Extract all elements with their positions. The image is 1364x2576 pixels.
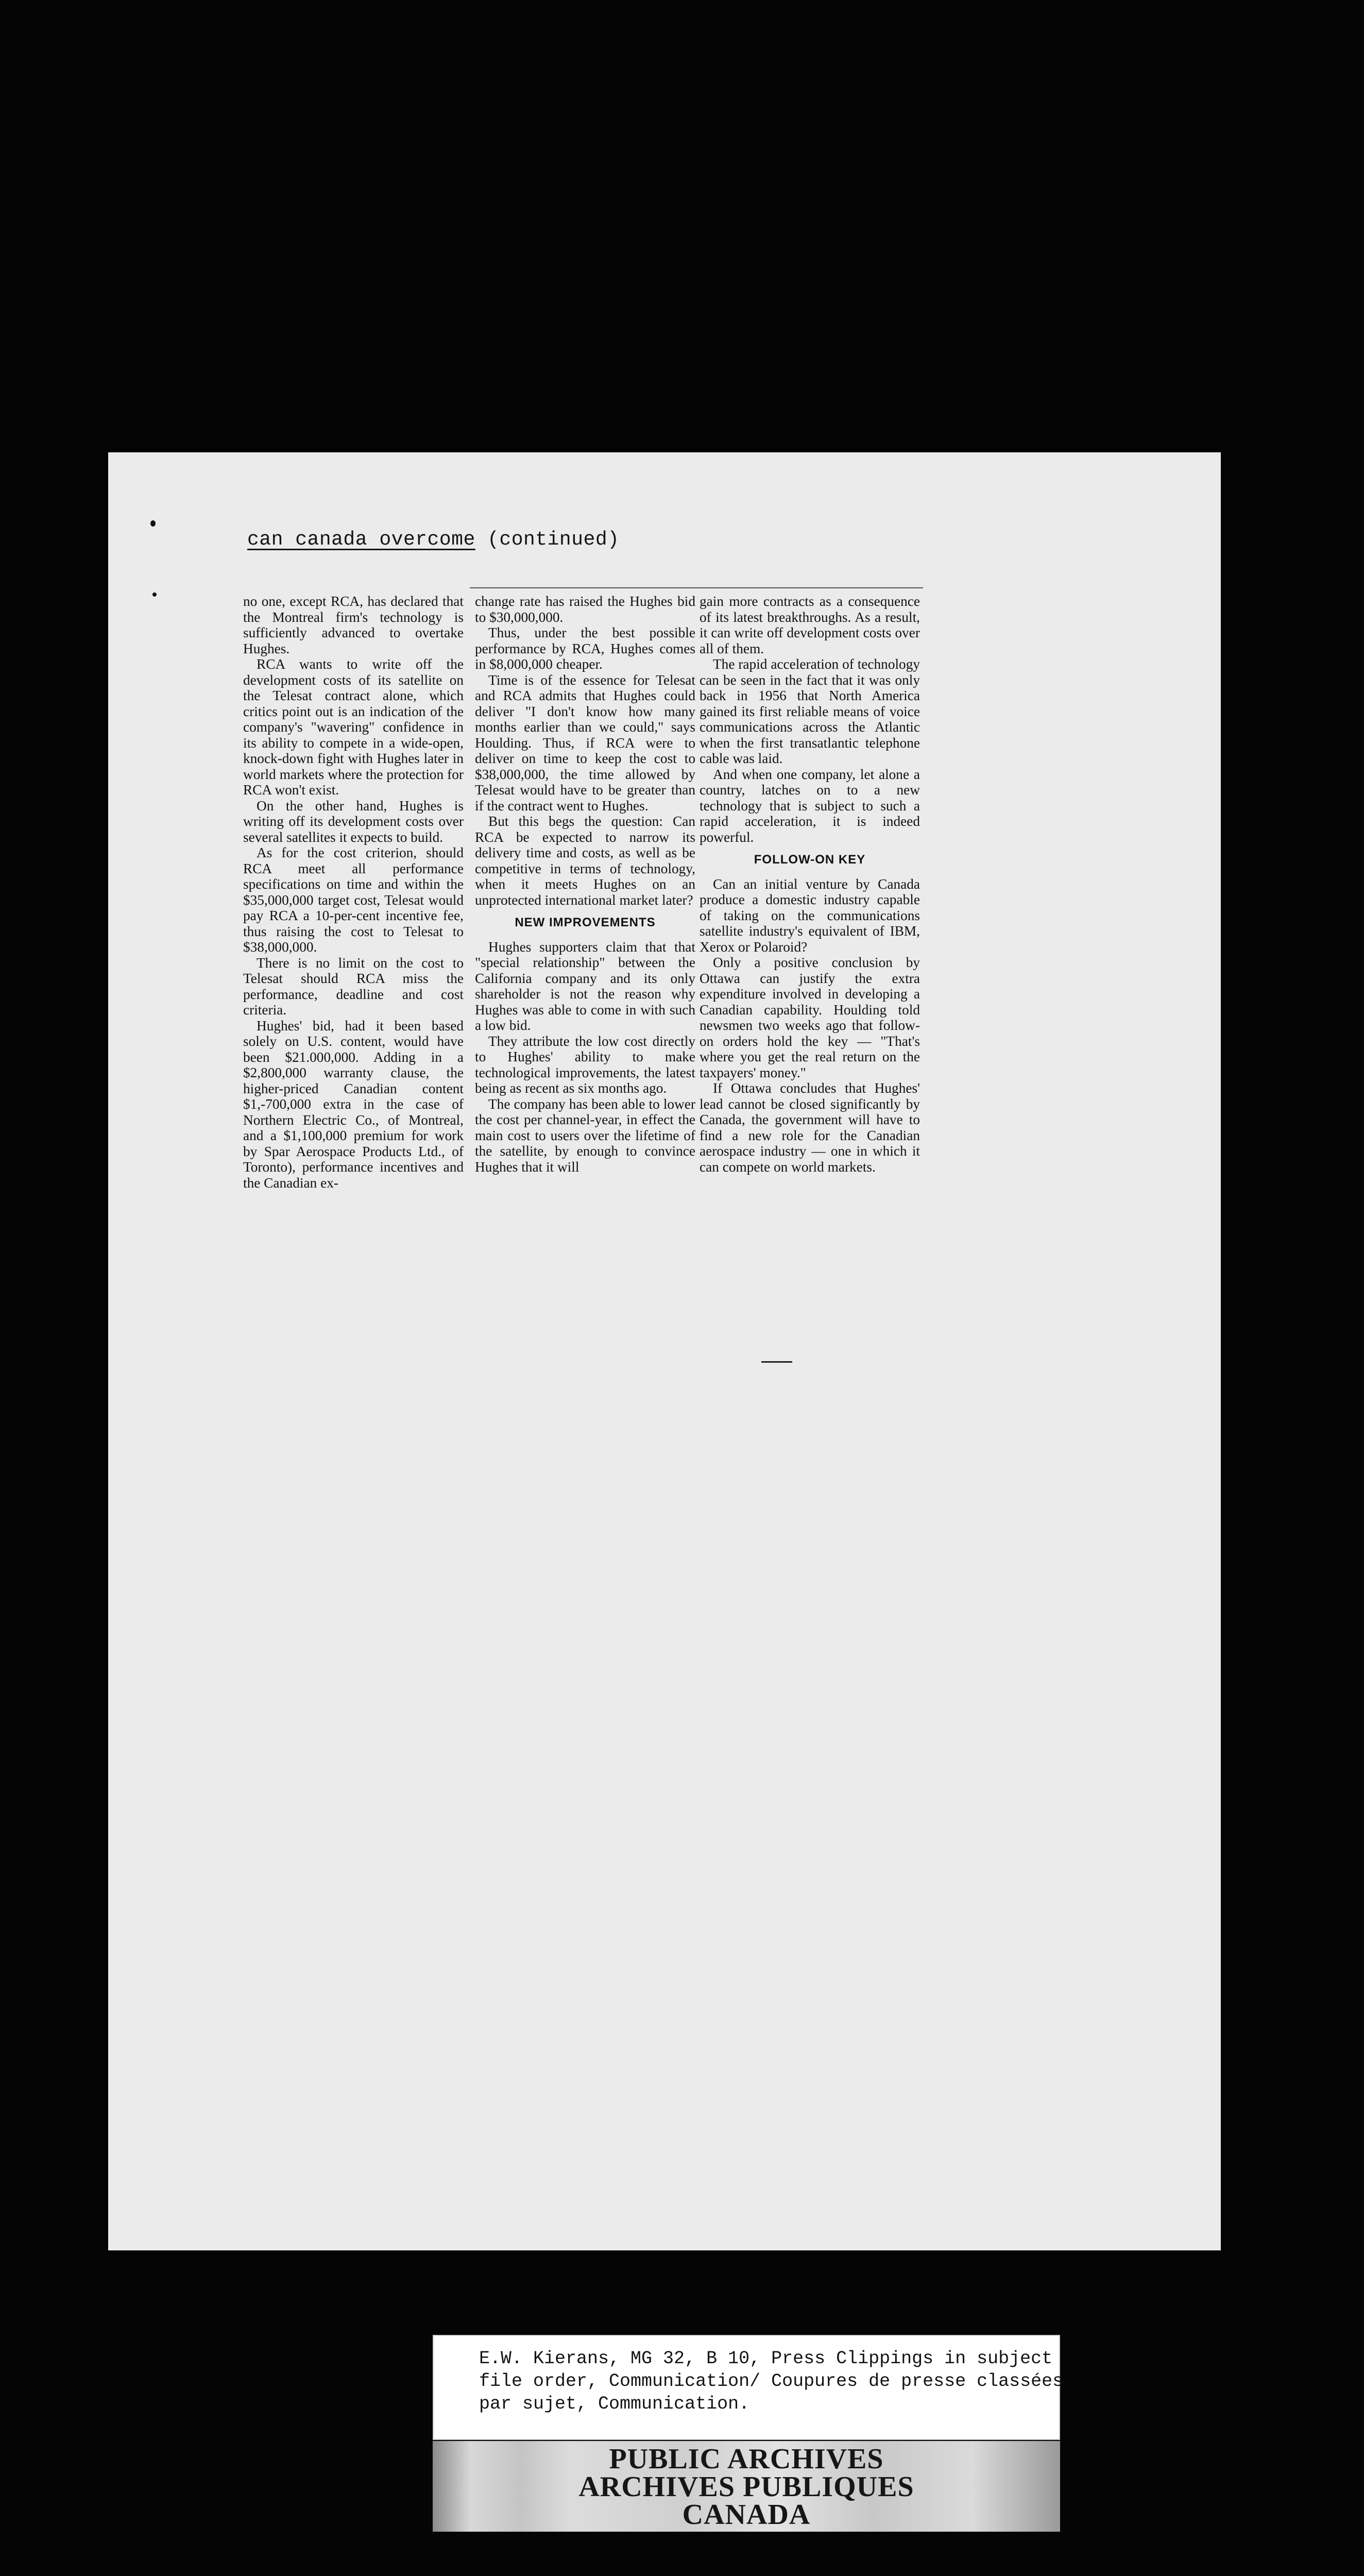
article-paragraph: Only a positive conclusion by Ottawa can justify the extra expenditure involved in developing a Canadian capability. Houlding told newsmen two weeks ago that follow-on orders hold the key — "That's where you get the real return on the taxpayers' money." — [700, 955, 920, 1080]
stamp-line: PUBLIC ARCHIVES — [609, 2443, 884, 2475]
clipping-page — [108, 452, 1221, 2250]
article-paragraph: no one, except RCA, has declared that the Montreal firm's technology is sufficiently advanced to overtake Hughes. — [243, 594, 464, 656]
article-paragraph: RCA wants to write off the development costs of its satellite on the Telesat contract alone, which critics point out is an indication of the company's "wavering" confidence in its ability to compete in a wide-open, knock-down fight with Hughes later in world markets where the protection for RCA won't exist. — [243, 656, 464, 798]
punch-mark — [152, 592, 157, 597]
caption-line: par sujet, Communication. — [479, 2394, 750, 2414]
article-column-2 — [475, 594, 695, 1175]
article-paragraph: Time is of the essence for Telesat and RCA admits that Hughes could deliver "I don't know how many months earlier than we could," says Houlding. Thus, if RCA were to deliver on time to keep the cost to $38,000,000, the time allowed by Telesat would have to be greater than if the contract went to Hughes. — [475, 672, 695, 814]
article-paragraph: They attribute the low cost directly to Hughes' ability to make technological improvements, the latest being as recent as six months ago. — [475, 1033, 695, 1096]
end-rule — [761, 1361, 792, 1363]
section-heading: NEW IMPROVEMENTS — [515, 916, 656, 929]
article-paragraph: On the other hand, Hughes is writing off its development costs over several satellites it expects to build. — [243, 798, 464, 845]
article-paragraph: change rate has raised the Hughes bid to $30,000,000. — [475, 594, 695, 625]
article-paragraph: As for the cost criterion, should RCA meet all performance specifications on time and within the $35,000,000 target cost, Telesat would pay RCA a 10-per-cent incentive fee, thus raising the cost to Telesat to $38,000,000. — [243, 845, 464, 955]
caption-line: file order, Communication/ Coupures de presse classées — [479, 2371, 1064, 2392]
article-paragraph: There is no limit on the cost to Telesat should RCA miss the performance, deadline and cost criteria. — [243, 955, 464, 1018]
stamp-line: CANADA — [682, 2499, 811, 2531]
article-column-1 — [243, 594, 464, 1191]
headline-continued: (continued) — [475, 529, 620, 551]
article-column-3 — [700, 594, 920, 1175]
article-paragraph: But this begs the question: Can RCA be expected to narrow its delivery time and costs, as well as be competitive in terms of technology, when it meets Hughes on an unprotected international market later? — [475, 814, 695, 908]
article-paragraph: Thus, under the best possible performance by RCA, Hughes comes in $8,000,000 cheaper. — [475, 625, 695, 672]
archives-stamp — [433, 2441, 1060, 2532]
top-rule — [470, 587, 923, 588]
punch-mark — [150, 520, 156, 527]
archive-caption — [433, 2335, 1064, 2440]
article-paragraph: Can an initial venture by Canada produce a domestic industry capable of taking on the communications satellite industry's equivalent of IBM, Xerox or Polaroid? — [700, 876, 920, 955]
stamp-line: ARCHIVES PUBLIQUES — [578, 2471, 914, 2503]
caption-line: E.W. Kierans, MG 32, B 10, Press Clippings in subject — [479, 2348, 1053, 2369]
article-paragraph: The rapid acceleration of technology can be seen in the fact that it was only back in 1956 that North America gained its first reliable means of voice communications across the Atlantic when the first transatlantic telephone cable was laid. — [700, 656, 920, 766]
article-paragraph: gain more contracts as a consequence of its latest breakthroughs. As a result, it can write off development costs over all of them. — [700, 594, 920, 656]
article-paragraph: If Ottawa concludes that Hughes' lead cannot be closed significantly by Canada, the government will have to find a new role for the Canadian aerospace industry — one in which it can compete on world markets. — [700, 1080, 920, 1175]
headline-title: can canada overcome — [247, 529, 475, 551]
article-paragraph: Hughes' bid, had it been based solely on U.S. content, would have been $21.000,000. Adding in a $2,800,000 warranty clause, the higher-priced Canadian content $1,-700,000 extra in the case of Northern Electric Co., of Montreal, and a $1,100,000 premium for work by Spar Aerospace Products Ltd., of Toronto), performance incentives and the Canadian ex- — [243, 1018, 464, 1191]
section-heading: FOLLOW-ON KEY — [754, 853, 866, 867]
article-paragraph: Hughes supporters claim that that "special relationship" between the California company and its only shareholder is not the reason why Hughes was able to come in with such a low bid. — [475, 939, 695, 1033]
article-headline — [247, 529, 619, 551]
article-paragraph: The company has been able to lower the cost per channel-year, in effect the main cost to users over the lifetime of the satellite, by enough to convince Hughes that it will — [475, 1096, 695, 1175]
article-paragraph: And when one company, let alone a country, latches on to a new technology that is subject to such a rapid acceleration, it is indeed powerful. — [700, 766, 920, 845]
